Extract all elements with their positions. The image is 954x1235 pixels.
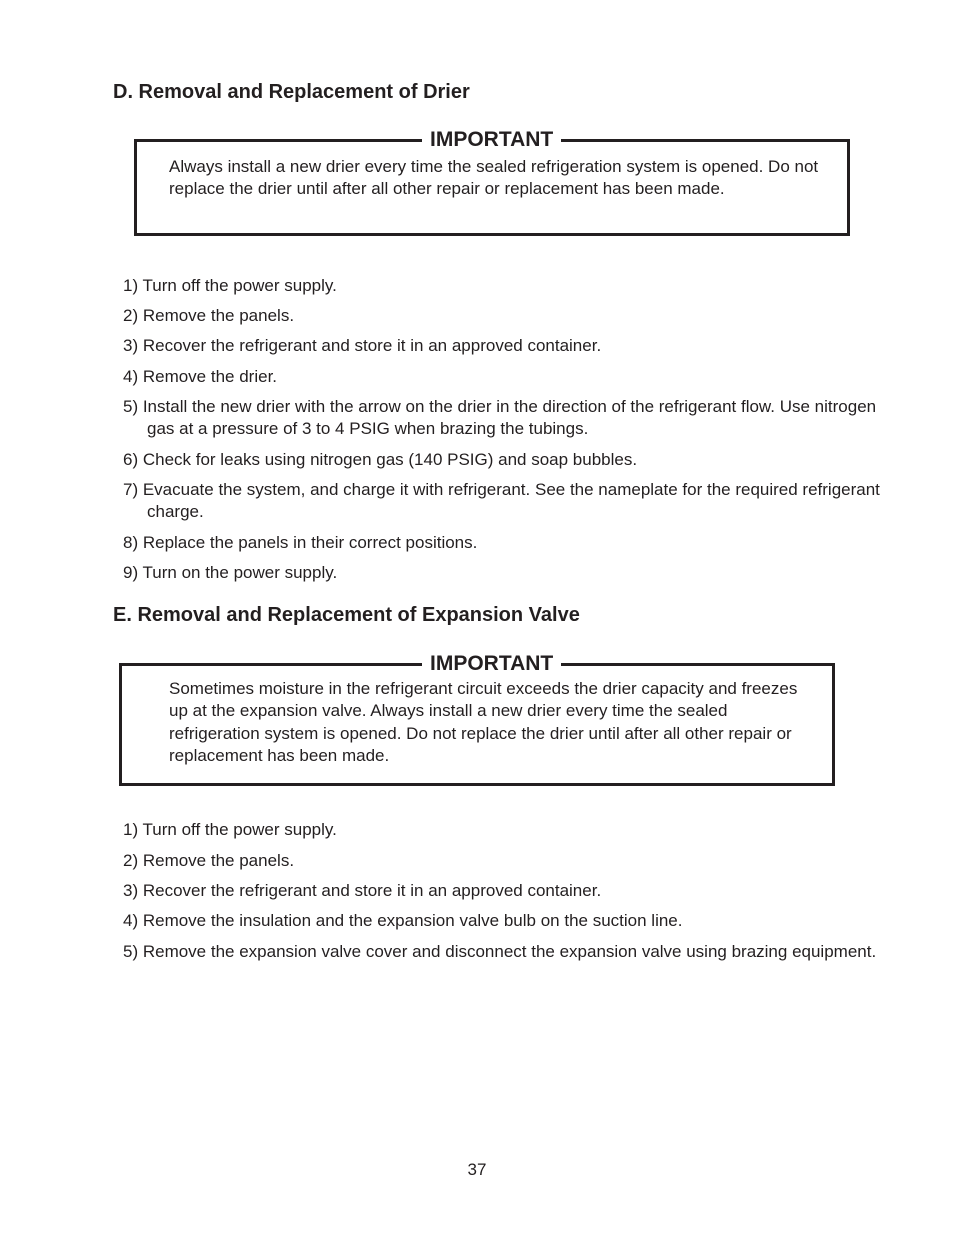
list-item: 8) Replace the panels in their correct positions. [123, 533, 478, 552]
important-box-drier [134, 128, 850, 236]
important-label: IMPORTANT [422, 128, 561, 152]
list-item: 1) Turn off the power supply. [123, 820, 337, 839]
list-item: 2) Remove the panels. [123, 851, 295, 870]
list-item: 6) Check for leaks using nitrogen gas (140 PSIG) and soap bubbles. [123, 450, 638, 469]
important-box-expansion-valve [119, 652, 835, 786]
list-item: 5) Install the new drier with the arrow on the drier in the direction of the refrigerant flow. Use nitrogen gas at a pressure of 3 to 4 PSIG when brazing the tubings. [123, 397, 877, 439]
list-item: 5) Remove the expansion valve cover and disconnect the expansion valve using brazing equipment. [123, 942, 877, 961]
important-label: IMPORTANT [422, 652, 561, 676]
list-item: 4) Remove the drier. [123, 367, 278, 386]
list-item: 3) Recover the refrigerant and store it in an approved container. [123, 881, 602, 900]
section-e-heading: E. Removal and Replacement of Expansion Valve [113, 604, 580, 626]
section-d-heading: D. Removal and Replacement of Drier [113, 81, 470, 103]
list-item: 7) Evacuate the system, and charge it with refrigerant. See the nameplate for the required refrigerant charge. [123, 480, 880, 522]
list-item: 4) Remove the insulation and the expansion valve bulb on the suction line. [123, 911, 683, 930]
important-text: Sometimes moisture in the refrigerant circuit exceeds the drier capacity and freezes up at the expansion valve. Always install a new drier every time the sealed refrigeration system is opened. Do not replace the drier until after all other repair or replacement has been made. [169, 679, 798, 765]
important-text: Always install a new drier every time the sealed refrigeration system is opened. Do not replace the drier until after all other repair or replacement has been made. [169, 157, 819, 199]
list-item: 1) Turn off the power supply. [123, 276, 337, 295]
list-item: 2) Remove the panels. [123, 306, 295, 325]
list-item: 9) Turn on the power supply. [123, 563, 338, 582]
page-number: 37 [467, 1160, 487, 1179]
list-item: 3) Recover the refrigerant and store it in an approved container. [123, 336, 602, 355]
